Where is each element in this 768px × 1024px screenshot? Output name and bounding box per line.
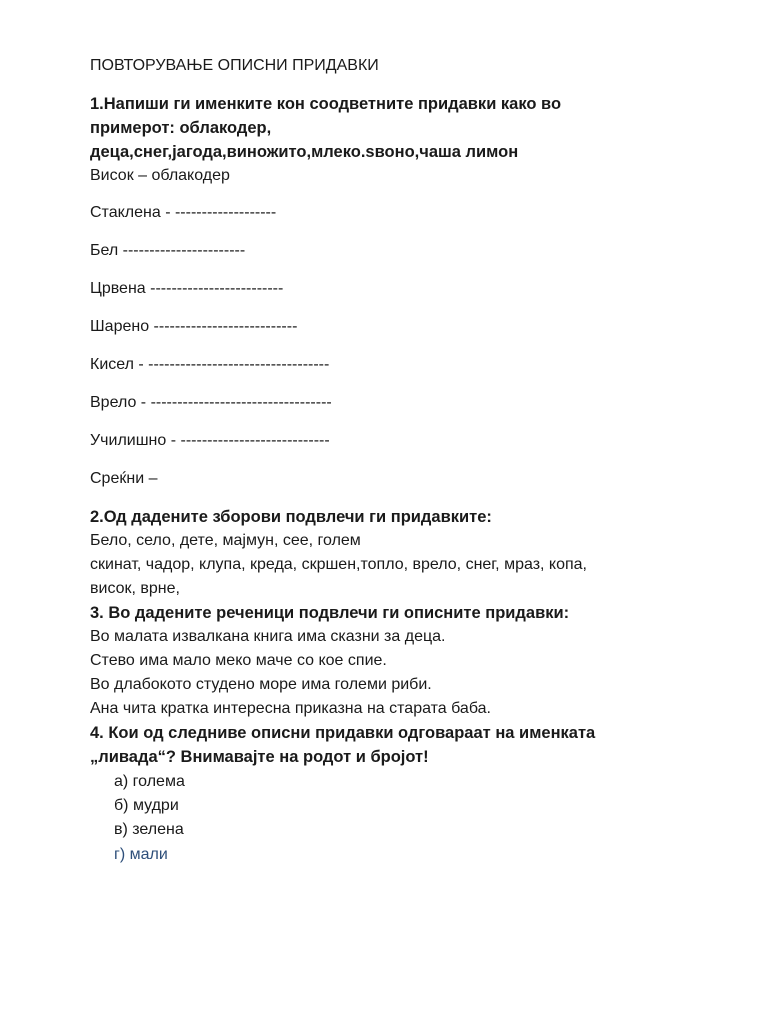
task1-item: Бел ----------------------- [90,242,246,259]
task2-heading: 2.Од дадените зборови подвлечи ги придавките: [90,508,492,526]
task2-line: скинат, чадор, клупа, креда, скршен,топло, врело, снег, мраз, копа, [90,556,587,573]
task1-heading-line3: деца,снег,јагода,виножито,млеко.sвоно,чаша лимон [90,143,519,161]
task4-heading-line1: 4. Кои од следниве описни придавки одговараат на именката [90,724,596,742]
task2-line: висок, врне, [90,580,180,597]
task1-example: Висок – облакодер [90,167,230,184]
task1-item: Црвена ------------------------- [90,280,284,297]
task1-item: Кисел - ---------------------------------- [90,356,330,373]
task3-sentence: Во малата извалкана книга има сказни за деца. [90,628,446,645]
task4-option: б) мудри [114,797,179,814]
task3-sentence: Стево има мало меко маче со кое спие. [90,652,387,669]
task4-heading-line2: „ливада“? Внимавајте на родот и бројот! [90,748,429,766]
task2-line: Бело, село, дете, мајмун, сее, голем [90,532,361,549]
task4-option: а) голема [114,773,185,790]
task4-option: в) зелена [114,821,184,838]
document-title: ПОВТОРУВАЊЕ ОПИСНИ ПРИДАВКИ [90,57,379,74]
task3-sentence: Во длабокото студено море има големи риби. [90,676,432,693]
task3-heading: 3. Во дадените реченици подвлечи ги описните придавки: [90,604,570,622]
task1-item: Шарено --------------------------- [90,318,298,335]
task1-item: Врело - ---------------------------------- [90,394,332,411]
task1-item: Стаклена - ------------------- [90,204,277,221]
task1-item: Училишно - ---------------------------- [90,432,330,449]
task1-item: Среќни – [90,470,158,487]
task3-sentence: Ана чита кратка интересна приказна на старата баба. [90,700,491,717]
task4-option: г) мали [114,846,168,863]
task1-heading-line2: примерот: облакодер, [90,119,272,137]
task1-heading-line1: 1.Напиши ги именките кон соодветните придавки како во [90,95,562,113]
